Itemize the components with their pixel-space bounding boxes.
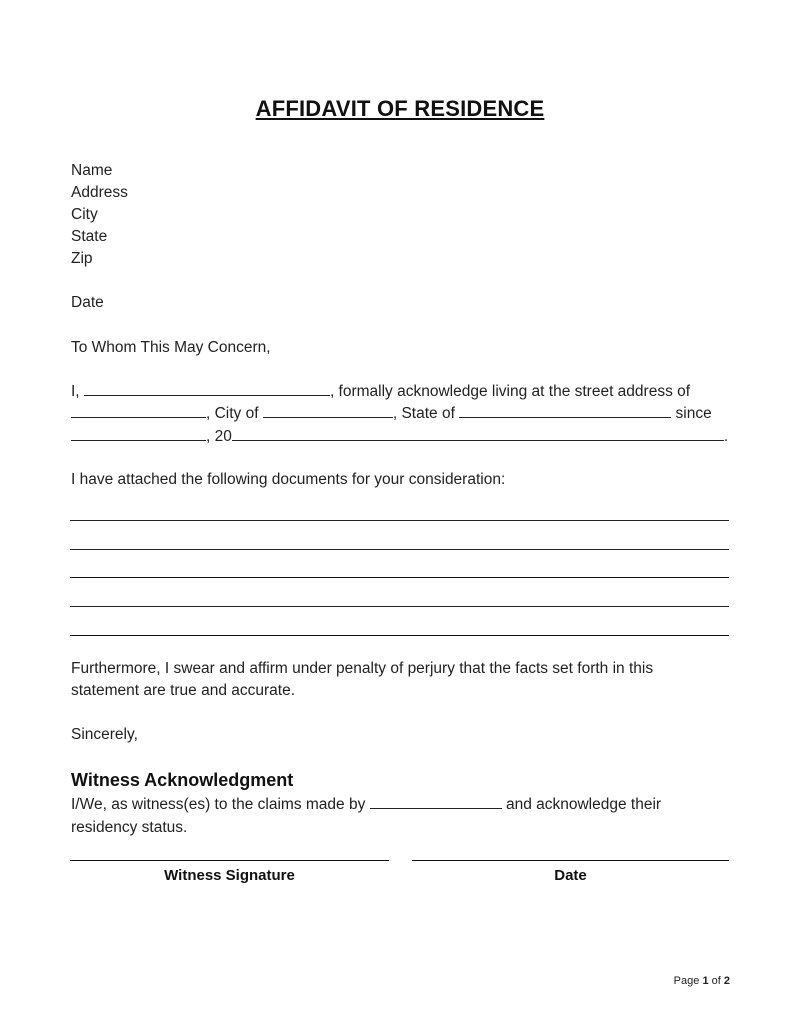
field-city-label: City: [71, 206, 98, 223]
field-name-label: Name: [71, 162, 113, 179]
page-number: [674, 975, 730, 987]
year-blank[interactable]: [232, 428, 724, 441]
state-blank[interactable]: [459, 405, 671, 418]
witness-text-prefix: I/We, as witness(es) to the claims made by: [71, 796, 366, 813]
oath-line-1: Furthermore, I swear and affirm under penalty of perjury that the facts set forth in this: [71, 660, 654, 677]
year-prefix-text: , 20: [206, 428, 232, 445]
since-text: since: [675, 405, 712, 422]
current-page: 1: [702, 975, 709, 987]
documents-intro: I have attached the following documents for your consideration:: [71, 471, 506, 488]
document-entry-line-5[interactable]: [70, 635, 729, 636]
of-word: of: [711, 975, 721, 987]
witness-signature-label: Witness Signature: [164, 867, 295, 884]
statement-line-2: [71, 405, 712, 423]
city-blank[interactable]: [263, 405, 393, 418]
witness-date-label: Date: [554, 867, 587, 884]
witness-signature-line[interactable]: [70, 860, 389, 861]
witness-text-suffix: and acknowledge their: [505, 796, 662, 813]
total-pages: 2: [723, 975, 730, 987]
statement-line-3: [71, 428, 728, 446]
oath-line-2: statement are true and accurate.: [71, 682, 296, 699]
statement-line-1: [71, 383, 690, 401]
since-date-blank[interactable]: [71, 428, 206, 441]
field-state-label: State: [71, 228, 108, 245]
witness-text-line-1: [71, 796, 661, 814]
field-zip-label: Zip: [71, 250, 93, 267]
salutation: To Whom This May Concern,: [71, 339, 271, 356]
witness-date-line[interactable]: [412, 860, 729, 861]
field-address-label: Address: [71, 184, 128, 201]
state-of-text: , State of: [392, 405, 455, 422]
document-entry-line-2[interactable]: [70, 549, 729, 550]
date-label: Date: [71, 294, 104, 311]
document-entry-line-3[interactable]: [70, 577, 729, 578]
statement-line1-suffix: , formally acknowledge living at the street address of: [329, 383, 691, 400]
document-entry-line-1[interactable]: [70, 520, 729, 521]
statement-end: .: [723, 428, 729, 445]
closing: Sincerely,: [71, 726, 138, 743]
page-word: Page: [673, 975, 700, 987]
document-entry-line-4[interactable]: [70, 606, 729, 607]
name-blank[interactable]: [84, 383, 330, 396]
witness-heading: Witness Acknowledgment: [71, 770, 294, 790]
statement-prefix: I,: [71, 383, 80, 400]
street-address-blank[interactable]: [71, 405, 206, 418]
document-title: AFFIDAVIT OF RESIDENCE: [255, 96, 545, 121]
city-of-text: , City of: [206, 405, 259, 422]
claimant-name-blank[interactable]: [370, 796, 502, 809]
witness-text-line-2: residency status.: [71, 819, 188, 836]
